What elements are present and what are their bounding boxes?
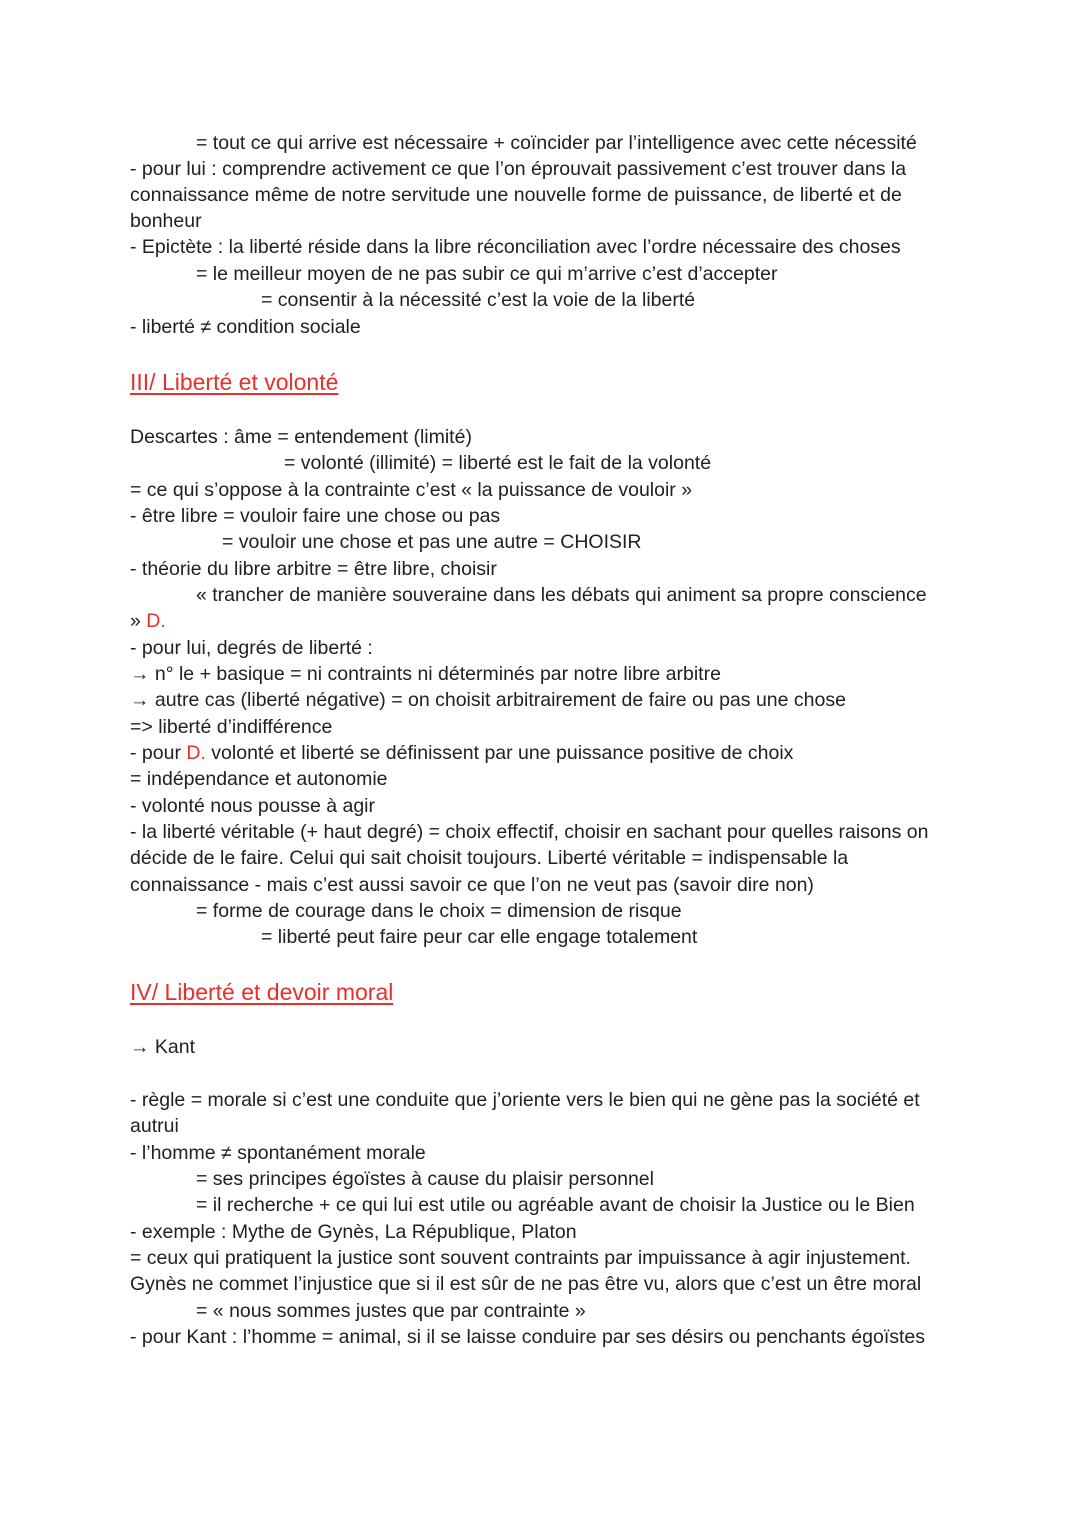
text-line: → Kant	[130, 1036, 196, 1058]
text-line: = forme de courage dans le choix = dimension de risque	[196, 900, 682, 922]
text-line: → autre cas (liberté négative) = on choisit arbitrairement de faire ou pas une chose	[130, 689, 846, 711]
text-line: Descartes : âme = entendement (limité)	[130, 426, 472, 448]
text-line	[130, 740, 793, 766]
text-line: - volonté nous pousse à agir	[130, 795, 375, 817]
text-line: = tout ce qui arrive est nécessaire + coïncider par l’intelligence avec cette nécessité	[196, 132, 917, 154]
text-line: autrui	[130, 1115, 179, 1137]
author-abbrev: D.	[186, 742, 206, 764]
text-line: = consentir à la nécessité c’est la voie de la liberté	[261, 289, 696, 311]
text-line: - exemple : Mythe de Gynès, La République, Platon	[130, 1221, 577, 1243]
text-line: - la liberté véritable (+ haut degré) = choix effectif, choisir en sachant pour quelles raisons on	[130, 821, 929, 843]
text-line: décide de le faire. Celui qui sait choisit toujours. Liberté véritable = indispensable la	[130, 847, 849, 869]
text-line: connaissance même de notre servitude une nouvelle forme de puissance, de liberté et de	[130, 184, 902, 206]
text-line: - l’homme ≠ spontanément morale	[130, 1142, 426, 1164]
text-line: connaissance - mais c’est aussi savoir ce que l’on ne veut pas (savoir dire non)	[130, 874, 814, 896]
text-line: = « nous sommes justes que par contrainte »	[196, 1300, 586, 1322]
quote-line: « trancher de manière souveraine dans les débats qui animent sa propre conscience	[196, 584, 927, 606]
text-line: bonheur	[130, 210, 202, 232]
text-line: - liberté ≠ condition sociale	[130, 316, 361, 338]
text-line: - pour lui, degrés de liberté :	[130, 637, 373, 659]
text-line: = liberté peut faire peur car elle engage totalement	[261, 926, 698, 948]
text-fragment: volonté et liberté se définissent par une puissance positive de choix	[205, 742, 794, 764]
text-line: = volonté (illimité) = liberté est le fait de la volonté	[284, 452, 712, 474]
text-line: = ses principes égoïstes à cause du plaisir personnel	[196, 1168, 654, 1190]
text-line: - être libre = vouloir faire une chose ou pas	[130, 505, 501, 527]
text-line: - Epictète : la liberté réside dans la libre réconciliation avec l’ordre nécessaire des choses	[130, 236, 901, 258]
text-line: → n° le + basique = ni contraints ni déterminés par notre libre arbitre	[130, 663, 721, 685]
text-line: - pour Kant : l’homme = animal, si il se laisse conduire par ses désirs ou penchants égoïstes	[130, 1326, 926, 1348]
text-fragment: - pour	[130, 742, 181, 764]
text-line: - théorie du libre arbitre = être libre, choisir	[130, 558, 497, 580]
text-line: => liberté d’indifférence	[130, 716, 333, 738]
text-line: = le meilleur moyen de ne pas subir ce qui m’arrive c’est d’accepter	[196, 263, 778, 285]
quote-close-line	[130, 608, 166, 634]
text-line: = ce qui s’oppose à la contrainte c’est « la puissance de vouloir »	[130, 479, 693, 501]
section-heading: III/ Liberté et volonté	[130, 369, 339, 395]
text-line: - pour lui : comprendre activement ce que l’on éprouvait passivement c’est trouver dans la	[130, 158, 907, 180]
text-line: = ceux qui pratiquent la justice sont souvent contraints par impuissance à agir injustement.	[130, 1247, 911, 1269]
text-line: = vouloir une chose et pas une autre = CHOISIR	[222, 531, 642, 553]
text-line: - règle = morale si c’est une conduite que j’oriente vers le bien qui ne gène pas la société et	[130, 1089, 920, 1111]
section-heading: IV/ Liberté et devoir moral	[130, 979, 394, 1005]
author-abbrev: D.	[146, 610, 166, 632]
text-line: = il recherche + ce qui lui est utile ou agréable avant de choisir la Justice ou le Bien	[196, 1194, 915, 1216]
text-line: = indépendance et autonomie	[130, 768, 388, 790]
text-line: Gynès ne commet l’injustice que si il est sûr de ne pas être vu, alors que c’est un être moral	[130, 1273, 922, 1295]
quote-close-mark: »	[130, 610, 141, 632]
